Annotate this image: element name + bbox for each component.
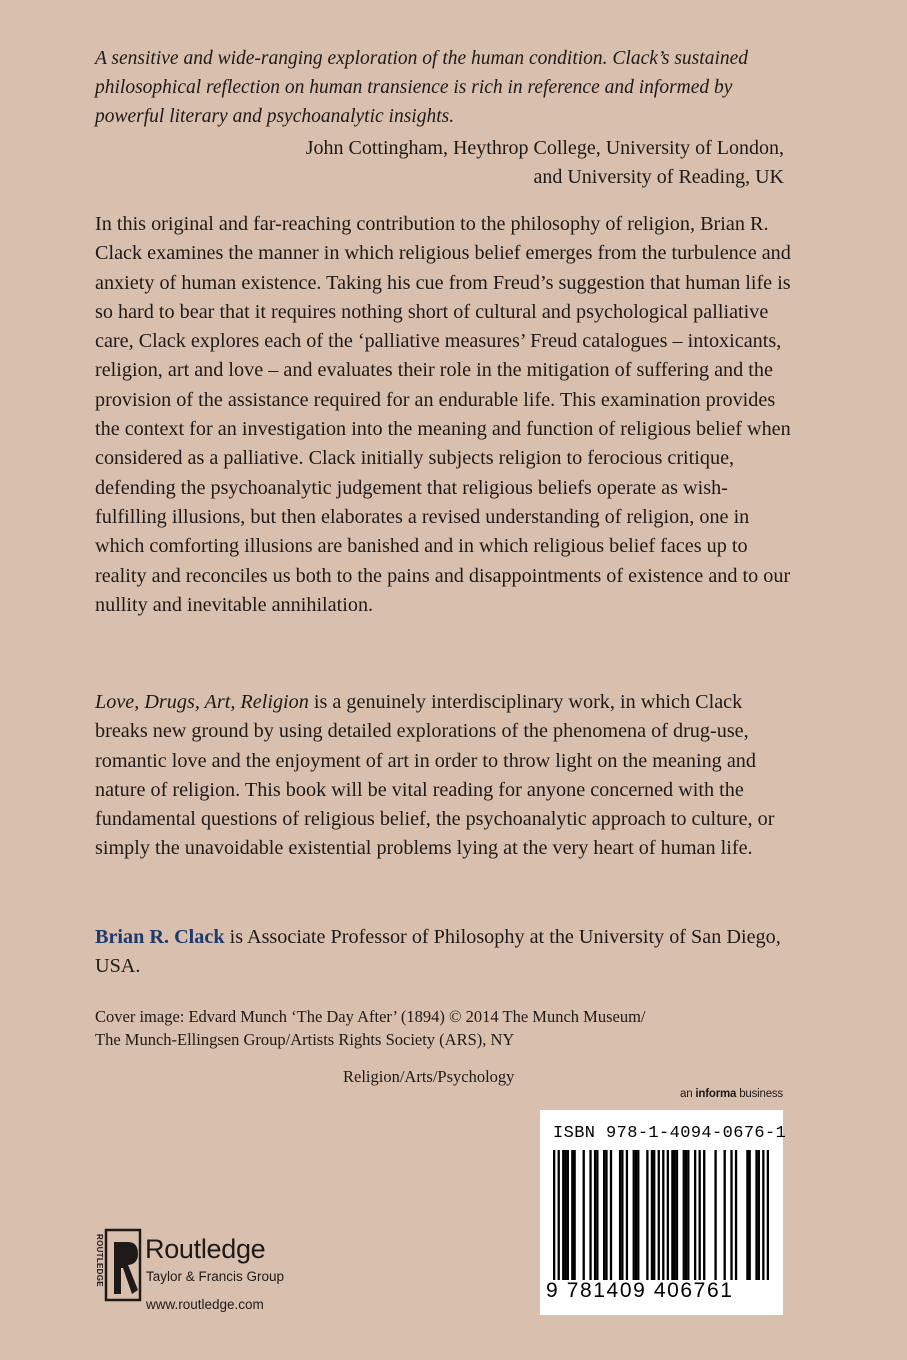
- informa-tagline: [680, 1088, 783, 1100]
- informa-suffix: business: [736, 1088, 783, 1100]
- publisher-group: Taylor & Francis Group: [146, 1269, 285, 1284]
- barcode-bar: [730, 1150, 732, 1280]
- barcode-bar: [758, 1150, 760, 1280]
- barcode-bar: [667, 1150, 669, 1280]
- isbn-label: ISBN 978-1-4094-0676-1: [553, 1124, 787, 1143]
- barcode-bar: [567, 1150, 569, 1280]
- barcode-bar: [662, 1150, 664, 1280]
- barcode-bar: [626, 1150, 628, 1280]
- barcode-bar: [755, 1150, 757, 1280]
- barcode-bar: [699, 1150, 701, 1280]
- barcode-bar: [767, 1150, 769, 1280]
- barcode-bar: [735, 1150, 737, 1280]
- publisher-name: Routledge: [145, 1234, 266, 1264]
- barcode-bar: [762, 1150, 764, 1280]
- barcode-bars: [553, 1150, 769, 1280]
- description-paragraph-2: [95, 688, 795, 864]
- barcode-bar: [553, 1150, 555, 1280]
- barcode-bar: [583, 1150, 585, 1280]
- cover-credit: [95, 1005, 795, 1051]
- barcode-bar: [676, 1150, 678, 1280]
- barcode-bar: [571, 1150, 573, 1280]
- barcode-bar: [594, 1150, 596, 1280]
- barcode-bar: [749, 1150, 751, 1280]
- barcode-bar: [694, 1150, 696, 1280]
- description-paragraph-1: In this original and far-reaching contribution to the philosophy of religion, Brian R. Clack examines the manner in which religious belief emerges from the turbulence and anxiety of human existence. Taking his cue from Freud’s suggestion that human life is so hard to bear that it requires nothing short of cultural and psychological palliative care, Clack explores each of the ‘palliative measures’ Freud catalogues – intoxicants, religion, art and love – and evaluates their role in the mitigation of suffering and the provision of the assistance required for an endurable life. This examination provides the context for an investigation into the meaning and function of religious belief when considered as a palliative. Clack initially subjects religion to ferocious critique, defending the psychoanalytic judgement that religious beliefs operate as wish-fulfilling illusions, but then elaborates a revised understanding of religion, one in which comforting illusions are banished and in which religious belief faces up to reality and reconciles us both to the pains and disappointments of existence and to our nullity and inevitable annihilation.: [95, 213, 791, 616]
- barcode-bar: [603, 1150, 605, 1280]
- barcode-digits: 9 781409 406761: [546, 1279, 734, 1302]
- barcode-bar: [589, 1150, 591, 1280]
- barcode-bar: [605, 1150, 607, 1280]
- cover-credit-line-1: Cover image: Edvard Munch ‘The Day After’ (1894) © 2014 The Munch Museum/: [95, 1007, 646, 1026]
- barcode-bar: [653, 1150, 655, 1280]
- informa-prefix: an: [680, 1088, 696, 1100]
- barcode-bar: [683, 1150, 685, 1280]
- barcode-bar: [674, 1150, 676, 1280]
- routledge-vertical-label: ROUTLEDGE: [95, 1234, 104, 1287]
- barcode-bar: [621, 1150, 623, 1280]
- paragraph-2-body: is a genuinely interdisciplinary work, in which Clack breaks new ground by using detailed explorations of the phenomena of drug-use, romantic love and the enjoyment of art in order to throw light on the meaning and nature of religion. This book will be vital reading for anyone concerned with the fundamental questions of religious belief, the psychoanalytic approach to culture, or simply the unavoidable existential problems lying at the very heart of human life.: [95, 691, 775, 860]
- barcode-bar: [724, 1150, 726, 1280]
- barcode-bar: [564, 1150, 566, 1280]
- cover-credit-line-2: The Munch-Ellingsen Group/Artists Rights Society (ARS), NY: [95, 1030, 515, 1049]
- logo-r-mark: [114, 1242, 138, 1294]
- barcode-bar: [746, 1150, 748, 1280]
- barcode-bar: [619, 1150, 621, 1280]
- barcode-bar: [558, 1150, 560, 1280]
- barcode-bar: [646, 1150, 648, 1280]
- barcode-bar: [610, 1150, 612, 1280]
- barcode-bar: [596, 1150, 598, 1280]
- barcode-bar: [687, 1150, 689, 1280]
- barcode-bar: [651, 1150, 653, 1280]
- barcode-bar: [633, 1150, 635, 1280]
- author-name: Brian R. Clack: [95, 926, 225, 948]
- barcode-bar: [703, 1150, 705, 1280]
- barcode-bar: [562, 1150, 564, 1280]
- barcode-bar: [714, 1150, 716, 1280]
- publisher-url[interactable]: www.routledge.com: [146, 1297, 264, 1312]
- author-bio-text: is Associate Professor of Philosophy at the University of San Diego, USA.: [95, 926, 781, 978]
- book-title: Love, Drugs, Art, Religion: [95, 691, 309, 713]
- barcode-bar: [658, 1150, 660, 1280]
- informa-brand: informa: [695, 1088, 737, 1100]
- endorsement-attribution: [306, 134, 784, 192]
- subject-category: Religion/Arts/Psychology: [343, 1067, 515, 1086]
- barcode-bar: [637, 1150, 639, 1280]
- endorsement-quote: A sensitive and wide-ranging exploration of the human condition. Clack’s sustained philosophical reflection on human transience is rich in reference and informed by powerful literary and psychoanalytic insights.: [95, 48, 749, 127]
- author-bio: [95, 923, 795, 982]
- barcode-bar: [635, 1150, 637, 1280]
- attribution-line-1: John Cottingham, Heythrop College, University of London,: [305, 137, 784, 159]
- barcode-bar: [671, 1150, 673, 1280]
- barcode-bar: [573, 1150, 575, 1280]
- barcode-bar: [685, 1150, 687, 1280]
- attribution-line-2: and University of Reading, UK: [533, 166, 784, 188]
